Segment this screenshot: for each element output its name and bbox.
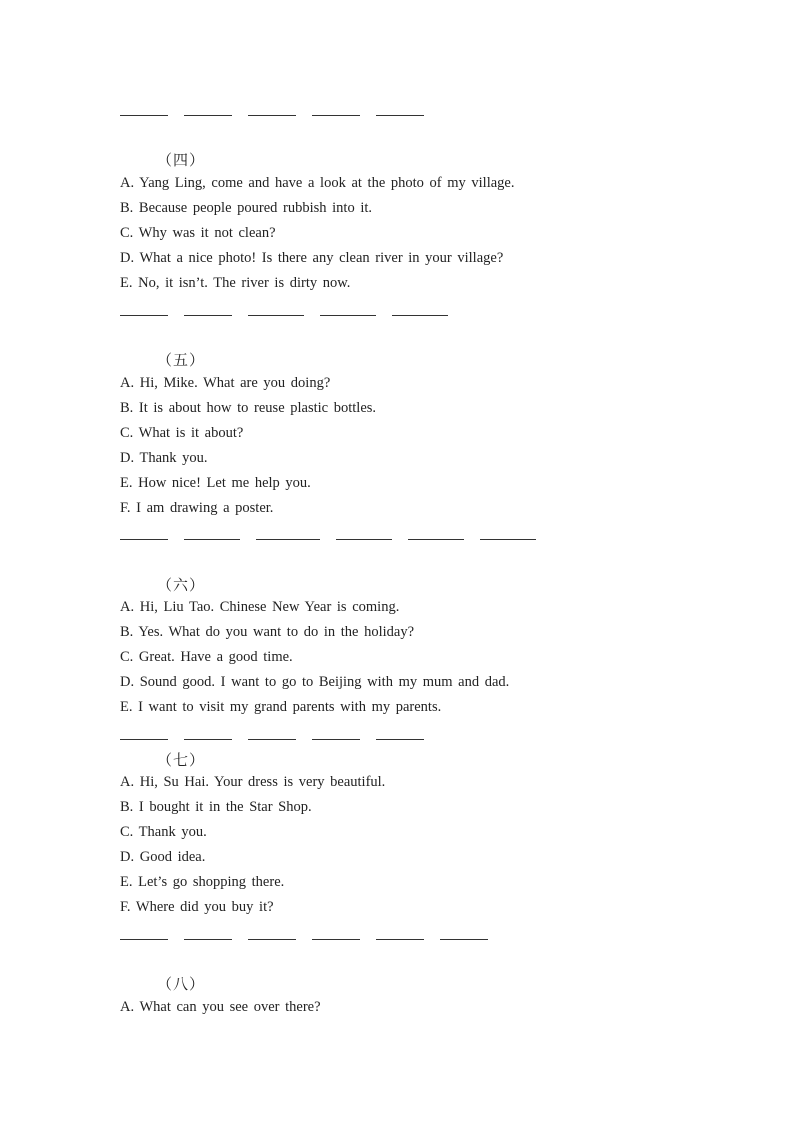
- answer-blank[interactable]: [312, 112, 360, 116]
- section-heading: （七）: [157, 753, 206, 769]
- option-line: E. Let’s go shopping there.: [120, 874, 285, 890]
- answer-blank[interactable]: [320, 312, 376, 316]
- answer-blank[interactable]: [120, 312, 168, 316]
- answer-blanks: [120, 112, 440, 116]
- option-line: F. I am drawing a poster.: [120, 500, 274, 516]
- answer-blank[interactable]: [376, 936, 424, 940]
- answer-blank[interactable]: [312, 736, 360, 740]
- option-line: A. Yang Ling, come and have a look at the photo of my village.: [120, 175, 515, 191]
- answer-blank[interactable]: [120, 112, 168, 116]
- answer-blank[interactable]: [184, 736, 232, 740]
- answer-blank[interactable]: [248, 312, 304, 316]
- answer-blank[interactable]: [248, 736, 296, 740]
- option-line: A. Hi, Mike. What are you doing?: [120, 375, 331, 391]
- option-line: C. Great. Have a good time.: [120, 649, 293, 665]
- answer-blank[interactable]: [376, 736, 424, 740]
- answer-blank[interactable]: [184, 536, 240, 540]
- answer-blanks: [120, 312, 464, 316]
- option-line: A. What can you see over there?: [120, 999, 321, 1015]
- answer-blank[interactable]: [184, 312, 232, 316]
- answer-blank[interactable]: [336, 536, 392, 540]
- answer-blank[interactable]: [184, 936, 232, 940]
- option-line: C. Thank you.: [120, 824, 207, 840]
- answer-blank[interactable]: [376, 112, 424, 116]
- answer-blank[interactable]: [184, 112, 232, 116]
- answer-blanks: [120, 936, 504, 940]
- answer-blank[interactable]: [440, 936, 488, 940]
- option-line: D. Sound good. I want to go to Beijing with my mum and dad.: [120, 674, 510, 690]
- option-line: B. Because people poured rubbish into it.: [120, 200, 373, 216]
- answer-blank[interactable]: [408, 536, 464, 540]
- option-line: A. Hi, Su Hai. Your dress is very beautiful.: [120, 774, 386, 790]
- answer-blank[interactable]: [120, 736, 168, 740]
- answer-blank[interactable]: [248, 112, 296, 116]
- answer-blank[interactable]: [248, 936, 296, 940]
- option-line: D. Thank you.: [120, 450, 208, 466]
- option-line: A. Hi, Liu Tao. Chinese New Year is coming.: [120, 599, 400, 615]
- option-line: B. It is about how to reuse plastic bottles.: [120, 400, 377, 416]
- section-heading: （四）: [157, 153, 206, 169]
- answer-blank[interactable]: [120, 936, 168, 940]
- option-line: E. No, it isn’t. The river is dirty now.: [120, 275, 351, 291]
- answer-blank[interactable]: [312, 936, 360, 940]
- option-line: F. Where did you buy it?: [120, 899, 274, 915]
- answer-blanks: [120, 536, 552, 540]
- option-line: C. Why was it not clean?: [120, 225, 276, 241]
- section-heading: （六）: [157, 578, 206, 594]
- option-line: B. Yes. What do you want to do in the holiday?: [120, 624, 415, 640]
- answer-blanks: [120, 736, 440, 740]
- option-line: D. What a nice photo! Is there any clean river in your village?: [120, 250, 504, 266]
- option-line: D. Good idea.: [120, 849, 206, 865]
- section-heading: （五）: [157, 353, 206, 369]
- answer-blank[interactable]: [480, 536, 536, 540]
- answer-blank[interactable]: [392, 312, 448, 316]
- answer-blank[interactable]: [120, 536, 168, 540]
- option-line: C. What is it about?: [120, 425, 244, 441]
- option-line: B. I bought it in the Star Shop.: [120, 799, 312, 815]
- option-line: E. How nice! Let me help you.: [120, 475, 311, 491]
- section-heading: （八）: [157, 977, 206, 993]
- option-line: E. I want to visit my grand parents with my parents.: [120, 699, 442, 715]
- answer-blank[interactable]: [256, 536, 320, 540]
